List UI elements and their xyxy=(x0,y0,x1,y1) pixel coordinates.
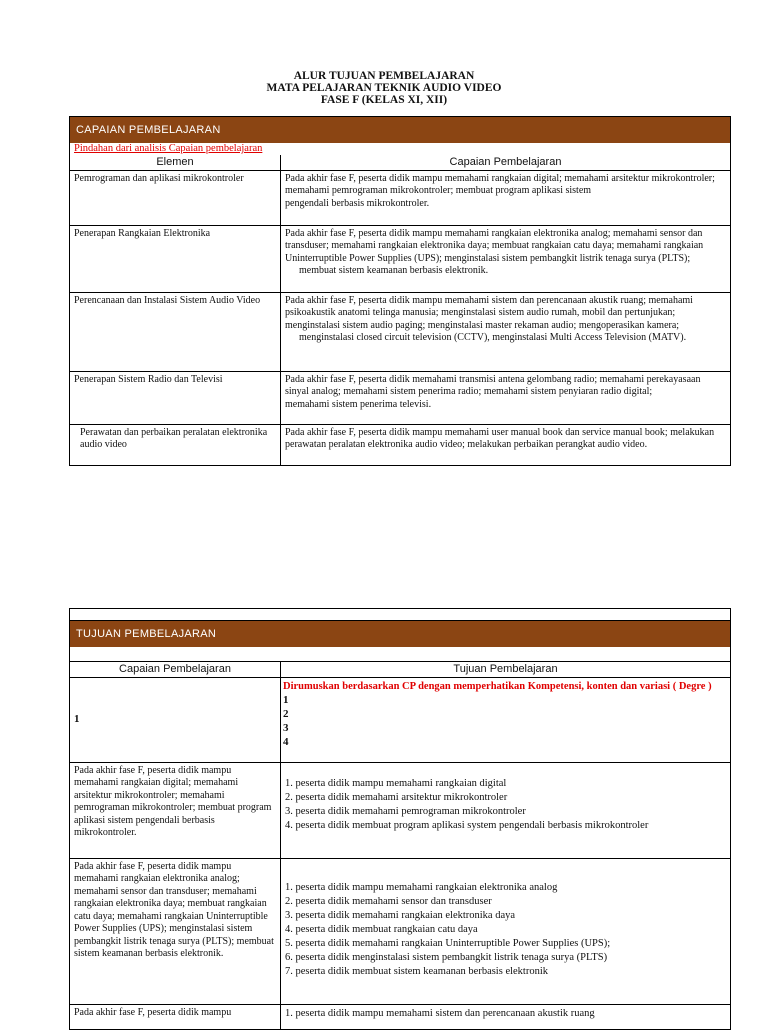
cp-cell: Pada akhir fase F, peserta didik mampu xyxy=(70,1005,281,1029)
tp-item: 5. peserta didik memahami rangkaian Uninterruptible Power Supplies (UPS); xyxy=(285,937,611,949)
elemen-cell: Penerapan Sistem Radio dan Televisi xyxy=(70,372,281,424)
tp-cell xyxy=(281,763,730,858)
tujuan-top-spacer xyxy=(70,609,730,620)
intro-cell xyxy=(281,678,730,762)
capaian-row xyxy=(70,371,730,424)
tp-item: 1. peserta didik mampu memahami sistem dan perencanaan akustik ruang xyxy=(285,1007,595,1019)
cp-cell xyxy=(281,425,730,465)
tp-item: 2. peserta didik memahami arsitektur mikrokontroler xyxy=(285,791,508,803)
tujuan-table xyxy=(69,608,731,1030)
tp-item: 3. peserta didik memahami pemrograman mikrokontroler xyxy=(285,805,526,817)
elemen-cell: Perencanaan dan Instalasi Sistem Audio Video xyxy=(70,293,281,371)
cp-text: Pada akhir fase F, peserta didik mampu memahami sistem dan perencanaan akustik ruang; memahami psikoakustik anatomi telinga manusia; menginstalasi sistem audio rumah, mobil dan pertunjukan; menginstalasi sistem audio paging; menginstalasi master rekaman audio; mengoperasikan kamera; xyxy=(285,294,693,331)
elemen-cell: Penerapan Rangkaian Elektronika xyxy=(70,226,281,292)
cp-cell xyxy=(281,171,730,225)
tp-list xyxy=(285,777,726,833)
doc-title-line3: FASE F (KELAS XI, XII) xyxy=(320,94,448,106)
doc-title-line1: ALUR TUJUAN PEMBELAJARAN xyxy=(293,70,475,82)
formulation-note: Dirumuskan berdasarkan CP dengan memperhatikan Kompetensi, konten dan variasi ( Degre ) xyxy=(283,680,712,692)
capaian-row xyxy=(70,170,730,225)
elemen-cell: Perawatan dan perbaikan peralatan elektronika audio video xyxy=(70,425,281,465)
cp-text: pengendali berbasis mikrokontroler. xyxy=(285,197,430,209)
col-header-tujuan: Tujuan Pembelajaran xyxy=(453,663,558,675)
capaian-source-note: Pindahan dari analisis Capaian pembelajaran xyxy=(74,143,263,154)
cp-text: Pada akhir fase F, peserta didik memahami transmisi antena gelombang radio; memahami perekayasaan sinyal analog; memahami sistem penerima radio; memahami sistem penyiaran radio digital; xyxy=(285,373,701,398)
intro-num: 4 xyxy=(283,736,289,749)
cp-text: membuat sistem keamanan berbasis elektronik. xyxy=(299,265,489,277)
cp-cell: Pada akhir fase F, peserta didik mampu memahami rangkaian elektronika analog; memahami sensor dan transduser; memahami rangkaian elektronika daya; membuat rangkaian catu daya; memahami rangkaian Uninterruptible Power Supplies (UPS); menginstalasi sistem pembangkit listrik tenaga surya (PLTS); membuat sistem keamanan berbasis elektronik. xyxy=(70,859,281,1004)
cp-cell xyxy=(281,372,730,424)
capaian-table xyxy=(69,116,731,466)
tujuan-row xyxy=(70,858,730,1004)
tp-item: 2. peserta didik memahami sensor dan transduser xyxy=(285,895,492,907)
cp-text: memahami sistem penerima televisi. xyxy=(285,398,432,410)
elemen-cell: Pemrograman dan aplikasi mikrokontroler xyxy=(70,171,281,225)
tp-item: 4. peserta didik membuat rangkaian catu daya xyxy=(285,923,478,935)
tujuan-row xyxy=(70,1004,730,1029)
tp-list xyxy=(285,1007,726,1021)
cp-text: Pada akhir fase F, peserta didik mampu memahami rangkaian digital; memahami arsitektur mikrokontroler; memahami pemrograman mikrokontroler; membuat program aplikasi sistem xyxy=(285,172,715,197)
tp-list xyxy=(285,881,726,979)
col-header-capaian: Capaian Pembelajaran xyxy=(70,662,281,677)
intro-num: 3 xyxy=(283,722,289,735)
tp-item: 6. peserta didik menginstalasi sistem pembangkit listrik tenaga surya (PLTS) xyxy=(285,951,608,963)
cp-cell xyxy=(281,226,730,292)
cp-cell: Pada akhir fase F, peserta didik mampu memahami rangkaian digital; memahami arsitektur mikrokontroler; memahami pemrograman mikrokontroler; membuat program aplikasi sistem pengendali berbasis mikrokontroler. xyxy=(70,763,281,858)
cp-cell xyxy=(281,293,730,371)
tp-cell xyxy=(281,859,730,1004)
tujuan-section-bar: TUJUAN PEMBELAJARAN xyxy=(70,620,730,647)
intro-num: 1 xyxy=(283,694,289,707)
intro-number: 1 xyxy=(70,678,281,762)
tujuan-row xyxy=(70,762,730,858)
col-header-elemen: Elemen xyxy=(70,155,281,170)
col-header-capaian: Capaian Pembelajaran xyxy=(449,156,562,168)
tp-item: 7. peserta didik membuat sistem keamanan berbasis elektronik xyxy=(285,965,549,977)
tp-item: 4. peserta didik membuat program aplikasi system pengendali berbasis mikrokontroler xyxy=(285,819,649,831)
capaian-header-row xyxy=(70,155,730,170)
capaian-section-bar: CAPAIAN PEMBELAJARAN xyxy=(70,117,730,143)
tp-cell xyxy=(281,1005,730,1029)
capaian-row xyxy=(70,225,730,292)
capaian-row xyxy=(70,424,730,465)
tujuan-intro-row xyxy=(70,677,730,762)
tujuan-spacer xyxy=(70,647,730,661)
tp-item: 1. peserta didik mampu memahami rangkaian elektronika analog xyxy=(285,881,558,893)
cp-text: menginstalasi closed circuit television (CCTV), menginstalasi Multi Access Television (MATV). xyxy=(299,332,687,344)
cp-text: Pada akhir fase F, peserta didik mampu memahami user manual book dan service manual book; melakukan perawatan peralatan elektronika audio video; melakukan perbaikan perangkat audio video. xyxy=(285,426,715,451)
capaian-row xyxy=(70,292,730,371)
tujuan-header-row xyxy=(70,661,730,677)
tp-item: 1. peserta didik mampu memahami rangkaian digital xyxy=(285,777,507,789)
cp-text: Pada akhir fase F, peserta didik mampu memahami rangkaian elektronika analog; memahami sensor dan transduser; memahami rangkaian elektronika daya; membuat rangkaian catu daya; memahami rangkaian Uninterruptible Power Supplies (UPS); menginstalasi sistem pembangkit listrik tenaga surya (PLTS); xyxy=(285,227,704,264)
intro-num: 2 xyxy=(283,708,289,721)
tp-item: 3. peserta didik memahami rangkaian elektronika daya xyxy=(285,909,516,921)
doc-title-line2: MATA PELAJARAN TEKNIK AUDIO VIDEO xyxy=(266,82,502,94)
